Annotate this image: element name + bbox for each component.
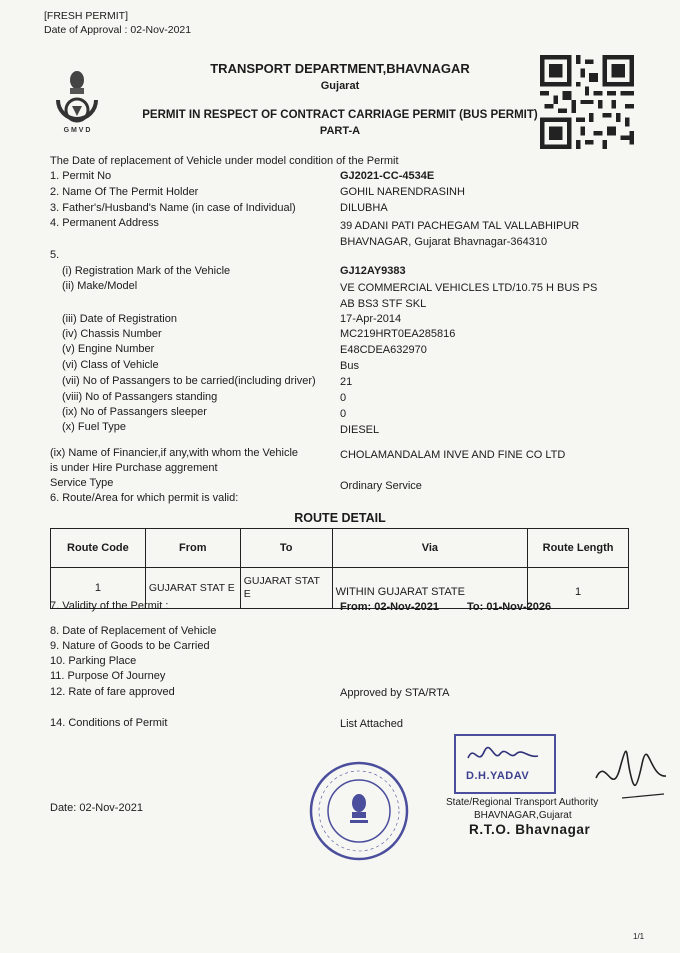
chassis-number: MC219HRT0EA285816: [340, 328, 456, 340]
route-area-label: 6. Route/Area for which permit is valid:: [50, 492, 239, 504]
signature-icon: [592, 748, 670, 808]
make-label: (ii) Make/Model: [62, 280, 138, 292]
permit-no: GJ2021-CC-4534E: [340, 170, 435, 182]
col-to: To: [240, 529, 332, 568]
reg-date-label: (iii) Date of Registration: [62, 313, 177, 325]
qr-code-icon: [540, 55, 634, 149]
part-label: PART-A: [319, 125, 361, 137]
engine-label: (v) Engine Number: [62, 343, 155, 355]
authority-location: BHAVNAGAR,Gujarat: [474, 810, 572, 821]
passengers-count: 21: [340, 376, 353, 388]
signatory-stamp: [454, 734, 556, 794]
validity-to: To: 01-Nov-2026: [467, 601, 552, 613]
to-cell: GUJARAT STAT E: [240, 568, 332, 609]
rto-label: R.T.O. Bhavnagar: [469, 822, 591, 837]
col-route-length: Route Length: [528, 529, 629, 568]
vehicle-class: Bus: [340, 360, 359, 372]
sleeper-label: (ix) No of Passangers sleeper: [62, 406, 207, 418]
col-route-code: Route Code: [51, 529, 146, 568]
service-label: Service Type: [50, 477, 114, 489]
page-number: 1/1: [633, 932, 645, 941]
journey-label: 11. Purpose Of Journey: [50, 670, 166, 682]
fare-label: 12. Rate of fare approved: [50, 686, 175, 698]
holder-name: GOHIL NARENDRASINH: [340, 186, 465, 198]
permit-title: PERMIT IN RESPECT OF CONTRACT CARRIAGE PERMIT (BUS PERMIT): [142, 109, 538, 121]
fare-value: Approved by STA/RTA: [340, 687, 450, 699]
financier-label-2: is under Hire Purchase aggrement: [50, 462, 218, 474]
address-line-2: BHAVNAGAR, Gujarat Bhavnagar-364310: [340, 236, 548, 248]
conditions-label: 14. Conditions of Permit: [50, 717, 168, 729]
validity-from: From: 02-Nov-2021: [340, 601, 440, 613]
route-code-cell: 1: [51, 568, 146, 609]
section-5: 5.: [50, 249, 60, 261]
financier-name: CHOLAMANDALAM INVE AND FINE CO LTD: [340, 449, 566, 461]
address-line-1: 39 ADANI PATI PACHEGAM TAL VALLABHIPUR: [340, 220, 580, 232]
chassis-label: (iv) Chassis Number: [62, 328, 162, 340]
state-name: Gujarat: [320, 80, 360, 92]
reg-date: 17-Apr-2014: [340, 313, 402, 325]
col-via: Via: [332, 529, 528, 568]
fuel-type: DIESEL: [340, 424, 380, 436]
authority-title: State/Regional Transport Authority: [446, 797, 599, 808]
signature-icon: [464, 742, 542, 768]
col-from: From: [145, 529, 240, 568]
approval-date: Date of Approval : 02-Nov-2021: [44, 24, 192, 36]
svg-text:G M V D: G M V D: [63, 127, 91, 134]
financier-label-1: (ix) Name of Financier,if any,with whom the Vehicle: [50, 447, 299, 459]
permit-no-label: 1. Permit No: [50, 170, 112, 182]
make-line-2: AB BS3 STF SKL: [340, 298, 427, 310]
registering-authority-seal-icon: [308, 760, 410, 862]
address-label: 4. Permanent Address: [50, 217, 159, 229]
service-type: Ordinary Service: [340, 480, 422, 492]
sleeper-count: 0: [340, 408, 347, 420]
route-length-cell: 1: [528, 568, 629, 609]
conditions-value: List Attached: [340, 718, 403, 730]
goods-label: 9. Nature of Goods to be Carried: [50, 640, 210, 652]
route-header-row: [51, 529, 629, 568]
father-label: 3. Father's/Husband's Name (in case of Individual): [50, 202, 296, 214]
parking-label: 10. Parking Place: [50, 655, 137, 667]
validity-label: 7. Validity of the Permit :: [50, 600, 169, 612]
via-cell: WITHIN GUJARAT STATE: [332, 568, 528, 609]
passengers-label: (vii) No of Passangers to be carried(including driver): [62, 375, 316, 387]
make-line-1: VE COMMERCIAL VEHICLES LTD/10.75 H BUS PS: [340, 282, 598, 294]
standing-label: (viii) No of Passangers standing: [62, 391, 218, 403]
route-table: [50, 528, 629, 609]
standing-count: 0: [340, 392, 347, 404]
signatory-name: D.H.YADAV: [466, 770, 530, 782]
reg-mark: GJ12AY9383: [340, 265, 406, 277]
replacement-date-label: 8. Date of Replacement of Vehicle: [50, 625, 217, 637]
replacement-note: The Date of replacement of Vehicle under model condition of the Permit: [50, 155, 399, 167]
holder-label: 2. Name Of The Permit Holder: [50, 186, 199, 198]
reg-mark-label: (i) Registration Mark of the Vehicle: [62, 265, 231, 277]
engine-number: E48CDEA632970: [340, 344, 427, 356]
from-cell: GUJARAT STAT E: [145, 568, 240, 609]
class-label: (vi) Class of Vehicle: [62, 359, 159, 371]
permit-tag: [FRESH PERMIT]: [44, 10, 129, 22]
route-detail-heading: ROUTE DETAIL: [294, 511, 386, 525]
footer-date: Date: 02-Nov-2021: [50, 802, 143, 814]
father-name: DILUBHA: [340, 202, 388, 214]
department-title: TRANSPORT DEPARTMENT,BHAVNAGAR: [210, 61, 470, 76]
fuel-label: (x) Fuel Type: [62, 421, 126, 433]
